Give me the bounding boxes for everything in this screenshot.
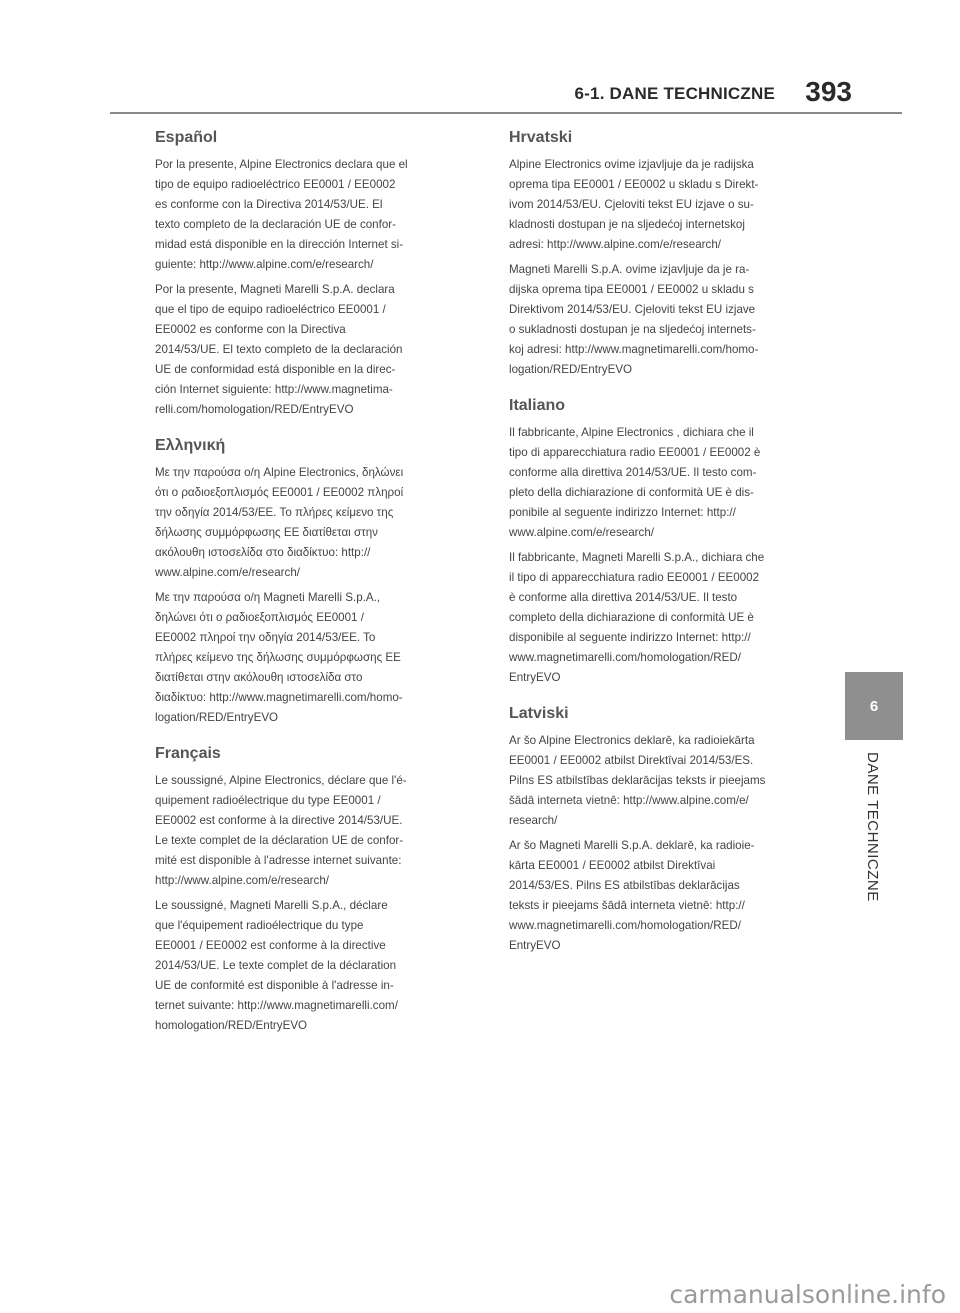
declaration-paragraph: Il fabbricante, Alpine Electronics , dichiara che il tipo di apparecchiatura radio EE0001 / EE0002 è conforme alla direttiva 2014/53/UE. Il testo com- pleto della dichiarazione di conformità UE è dis- ponibile al seguente indirizzo Internet: http:// www.alpine.com/e/research/: [509, 426, 761, 539]
section-hrvatski: [509, 128, 839, 380]
page-number: 393: [805, 76, 852, 107]
watermark: carmanualsonline.info: [669, 1280, 946, 1309]
language-heading: Hrvatski: [509, 129, 573, 146]
section-espanol: [155, 128, 485, 420]
right-column: [509, 128, 839, 972]
header-divider: [110, 112, 902, 114]
chapter-tab: 6: [845, 672, 903, 740]
declaration-paragraph: Le soussigné, Alpine Electronics, déclare que l'é- quipement radioélectrique du type EE0001 / EE0002 est conforme à la directive 2014/53/UE. Le texte complet de la déclaration UE de confor- mité est disponible à l'adresse internet suivante: http://www.alpine.com/e/research/: [155, 774, 407, 887]
declaration-paragraph: Alpine Electronics ovime izjavljuje da je radijska oprema tipa EE0001 / EE0002 u skladu s Direkt- ivom 2014/53/EU. Cjeloviti tekst EU izjave o su- kladnosti dostupan je na sljedećoj internetskoj adresi: http://www.alpine.com/e/research/: [509, 158, 759, 251]
chapter-label: DANE TECHNICZNE: [864, 752, 881, 902]
left-column: [155, 128, 485, 1052]
declaration-paragraph: Ar šo Magneti Marelli S.p.A. deklarē, ka radioie- kārta EE0001 / EE0002 atbilst Direktīvai 2014/53/ES. Pilns ES atbilstības deklarācijas teksts ir pieejams šādā interneta vietnē: http:// www.magnetimarelli.com/homologation/RED/ EntryEVO: [509, 839, 755, 952]
declaration-paragraph: Por la presente, Magneti Marelli S.p.A. declara que el tipo de equipo radioeléctrico EE0001 / EE0002 es conforme con la Directiva 2014/53/UE. El texto completo de la declaración UE de conformidad está disponible en la direc- ción Internet siguiente: http://www.magnetima- relli.com/homologation/RED/EntryEVO: [155, 283, 403, 416]
declaration-paragraph: Por la presente, Alpine Electronics declara que el tipo de equipo radioeléctrico EE0001 / EE0002 es conforme con la Directiva 2014/53/UE. El texto completo de la declaración UE de confor- midad está disponible en la dirección Internet si- guiente: http://www.alpine.com/e/research/: [155, 158, 408, 271]
declaration-paragraph: Il fabbricante, Magneti Marelli S.p.A., dichiara che il tipo di apparecchiatura radio EE0001 / EE0002 è conforme alla direttiva 2014/53/UE. Il testo completo della dichiarazione di conformità UE è disponibile al seguente indirizzo Internet: http:// www.magnetimarelli.com/homologation/RED/ EntryEVO: [509, 551, 765, 684]
language-heading: Italiano: [509, 397, 566, 414]
declaration-paragraph: Magneti Marelli S.p.A. ovime izjavljuje da je ra- dijska oprema tipa EE0001 / EE0002 u skladu s Direktivom 2014/53/EU. Cjeloviti tekst EU izjave o sukladnosti dostupan je na sljedećoj internets- koj adresi: http://www.magnetimarelli.com/homo- logation/RED/EntryEVO: [509, 263, 759, 376]
declaration-paragraph: Με την παρούσα ο/η Magneti Marelli S.p.A., δηλώνει ότι ο ραδιοεξοπλισμός EE0001 / EE0002 πληροί την οδηγία 2014/53/ΕΕ. Το πλήρες κείμενο της δήλωσης συμμόρφωσης ΕΕ διατίθεται στην ακόλουθη ιστοσελίδα στο διαδίκτυο: http://www.magnetimarelli.com/homo- logation/RED/EntryEVO: [155, 591, 403, 724]
section-latviski: [509, 704, 839, 956]
section-francais: [155, 744, 485, 1036]
language-heading: Español: [155, 129, 218, 146]
section-greek: [155, 436, 485, 728]
section-italiano: [509, 396, 839, 688]
page-header: [0, 70, 960, 116]
language-heading: Français: [155, 745, 221, 762]
language-heading: Ελληνική: [155, 437, 226, 454]
section-title: 6-1. DANE TECHNICZNE: [574, 84, 775, 103]
declaration-paragraph: Le soussigné, Magneti Marelli S.p.A., déclare que l'équipement radioélectrique du type EE0001 / EE0002 est conforme à la directive 2014/53/UE. Le texte complet de la déclaration UE de conformité est disponible à l'adresse in- ternet suivante: http://www.magnetimarelli.com/ homologation/RED/EntryEVO: [155, 899, 398, 1032]
declaration-paragraph: Ar šo Alpine Electronics deklarē, ka radioiekārta EE0001 / EE0002 atbilst Direktīvai 2014/53/ES. Pilns ES atbilstības deklarācijas teksts ir pieejams šādā interneta vietnē: http://www.alpine.com/e/ research/: [509, 734, 766, 827]
language-heading: Latviski: [509, 705, 569, 722]
declaration-paragraph: Με την παρούσα ο/η Alpine Electronics, δηλώνει ότι ο ραδιοεξοπλισμός EE0001 / EE0002 πληροί την οδηγία 2014/53/ΕΕ. Το πλήρες κείμενο της δήλωσης συμμόρφωσης ΕΕ διατίθεται στην ακόλουθη ιστοσελίδα στο διαδίκτυο: http:// www.alpine.com/e/research/: [155, 466, 404, 579]
